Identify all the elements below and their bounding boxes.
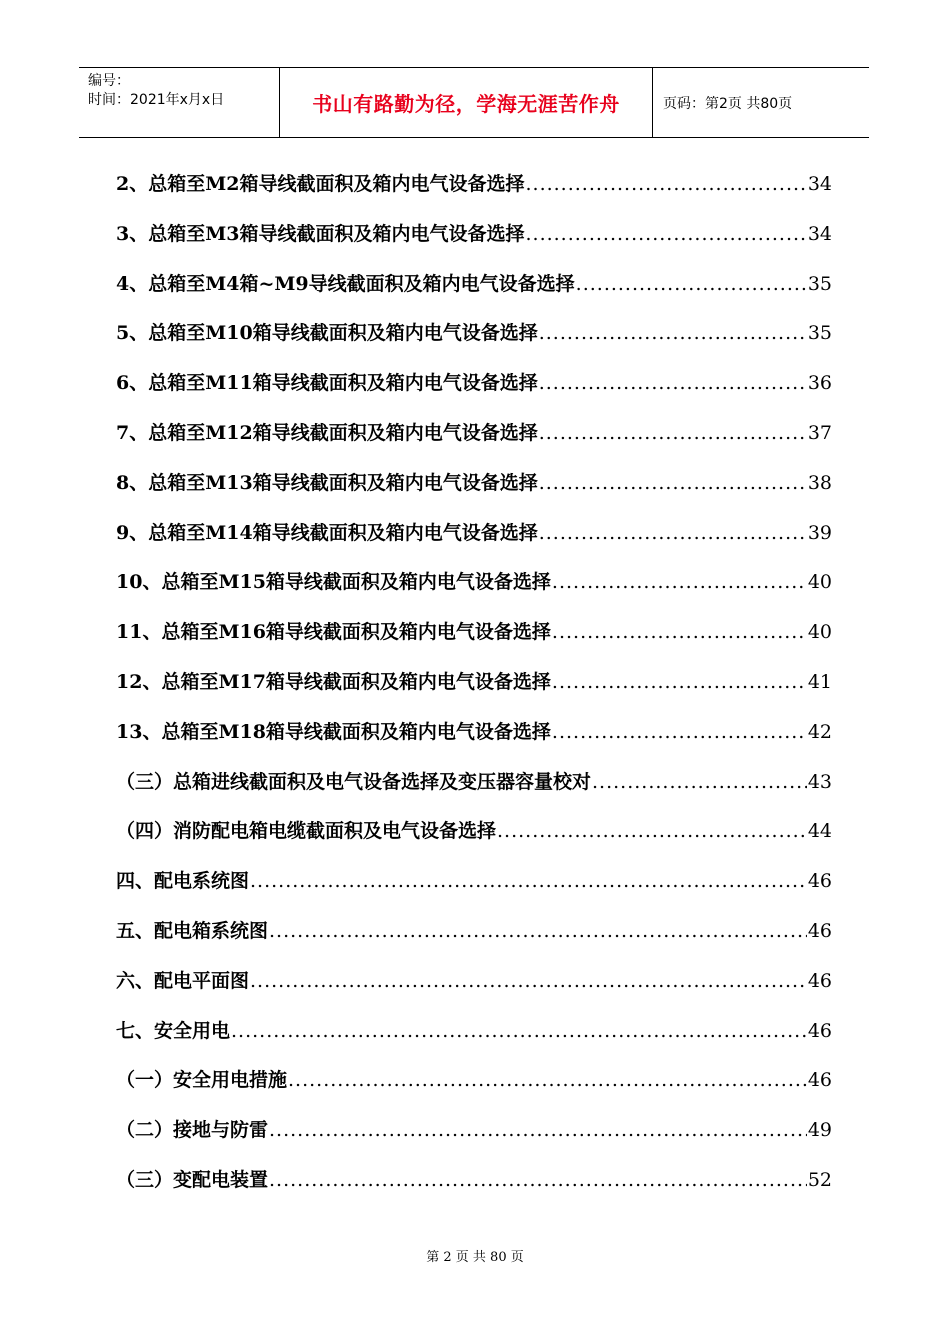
toc-entry-page: 43: [807, 770, 832, 793]
table-of-contents: [116, 166, 832, 1212]
toc-leader: [539, 365, 807, 401]
toc-entry[interactable]: [116, 764, 832, 814]
toc-entry[interactable]: [116, 714, 832, 764]
toc-leader: [525, 216, 806, 252]
toc-leader: [539, 415, 807, 451]
toc-leader: [269, 913, 807, 949]
toc-entry-page: 39: [807, 521, 832, 544]
toc-entry-page: 34: [807, 173, 832, 195]
time-label: 时间：2021年x月x日: [88, 92, 225, 108]
toc-leader: [539, 515, 807, 551]
serial-label: 编号：: [88, 73, 130, 89]
toc-entry[interactable]: [116, 266, 832, 316]
toc-entry-title: 8、总箱至M13箱导线截面积及箱内电气设备选择: [116, 471, 538, 494]
toc-leader: [552, 614, 807, 650]
toc-leader: [525, 166, 806, 202]
toc-entry[interactable]: [116, 365, 832, 415]
toc-entry[interactable]: [116, 1062, 832, 1112]
toc-entry-page: 49: [807, 1119, 832, 1142]
toc-entry-title: 5、总箱至M10箱导线截面积及箱内电气设备选择: [116, 322, 538, 345]
toc-entry[interactable]: [116, 1112, 832, 1162]
toc-entry-page: 40: [807, 621, 832, 644]
header-meta: [79, 68, 280, 137]
toc-entry-page: 35: [807, 322, 832, 345]
toc-entry-page: 42: [807, 720, 832, 743]
toc-entry[interactable]: [116, 863, 832, 913]
toc-entry-page: 46: [807, 870, 832, 893]
toc-leader: [592, 764, 807, 800]
toc-leader: [539, 315, 807, 351]
toc-entry[interactable]: [116, 614, 832, 664]
toc-entry-title: 四、配电系统图: [116, 870, 250, 893]
toc-entry[interactable]: [116, 913, 832, 963]
toc-entry-page: 34: [807, 222, 832, 245]
toc-entry-title: 3、总箱至M3箱导线截面积及箱内电气设备选择: [116, 222, 525, 245]
header-page-info: 页码：第2页 共80页: [663, 95, 793, 112]
toc-entry-title: 11、总箱至M16箱导线截面积及箱内电气设备选择: [116, 621, 551, 644]
toc-entry-page: 52: [807, 1168, 832, 1191]
toc-leader: [552, 714, 807, 750]
toc-entry-title: 10、总箱至M15箱导线截面积及箱内电气设备选择: [116, 571, 551, 594]
toc-leader: [552, 664, 807, 700]
toc-entry[interactable]: [116, 1162, 832, 1212]
toc-leader: [250, 963, 807, 999]
toc-entry-title: （三）总箱进线截面积及电气设备选择及变压器容量校对: [116, 770, 592, 793]
toc-entry[interactable]: [116, 515, 832, 565]
toc-leader: [539, 465, 807, 501]
toc-entry-title: 13、总箱至M18箱导线截面积及箱内电气设备选择: [116, 720, 551, 743]
toc-entry[interactable]: [116, 664, 832, 714]
toc-entry-page: 40: [807, 571, 832, 594]
toc-entry[interactable]: [116, 813, 832, 863]
toc-entry-page: 46: [807, 1019, 832, 1042]
toc-leader: [288, 1062, 807, 1098]
toc-entry-page: 41: [807, 670, 832, 693]
toc-leader: [269, 1162, 807, 1198]
toc-entry-page: 46: [807, 969, 832, 992]
toc-entry-title: 4、总箱至M4箱~M9导线截面积及箱内电气设备选择: [116, 272, 575, 295]
toc-entry-title: 六、配电平面图: [116, 969, 250, 992]
toc-leader: [231, 1013, 807, 1049]
toc-leader: [269, 1112, 807, 1148]
toc-entry[interactable]: [116, 166, 832, 216]
toc-entry-title: 9、总箱至M14箱导线截面积及箱内电气设备选择: [116, 521, 538, 544]
toc-entry-title: 七、安全用电: [116, 1019, 231, 1042]
toc-entry-title: （二）接地与防雷: [116, 1119, 269, 1142]
toc-leader: [552, 564, 807, 600]
toc-entry-page: 35: [807, 272, 832, 295]
toc-entry-title: （四）消防配电箱电缆截面积及电气设备选择: [116, 820, 497, 843]
toc-entry-title: （一）安全用电措施: [116, 1069, 288, 1092]
toc-entry-title: 7、总箱至M12箱导线截面积及箱内电气设备选择: [116, 421, 538, 444]
toc-entry-title: 6、总箱至M11箱导线截面积及箱内电气设备选择: [116, 372, 538, 395]
toc-entry[interactable]: [116, 1013, 832, 1063]
toc-entry-page: 46: [807, 919, 832, 942]
toc-entry[interactable]: [116, 465, 832, 515]
toc-entry-title: 五、配电箱系统图: [116, 919, 269, 942]
header-motto: 书山有路勤为径，学海无涯苦作舟: [312, 92, 620, 116]
header-motto-cell: [280, 68, 653, 137]
toc-entry[interactable]: [116, 564, 832, 614]
toc-entry[interactable]: [116, 963, 832, 1013]
toc-leader: [576, 266, 807, 302]
toc-entry-title: （三）变配电装置: [116, 1168, 269, 1191]
page-header: [79, 67, 869, 138]
toc-leader: [497, 813, 807, 849]
toc-entry[interactable]: [116, 415, 832, 465]
toc-entry-page: 46: [807, 1069, 832, 1092]
toc-entry-title: 2、总箱至M2箱导线截面积及箱内电气设备选择: [116, 173, 525, 195]
toc-leader: [250, 863, 807, 899]
toc-entry-page: 36: [807, 372, 832, 395]
toc-entry-page: 38: [807, 471, 832, 494]
page-footer: 第 2 页 共 80 页: [426, 1250, 524, 1265]
toc-entry-page: 44: [807, 820, 832, 843]
toc-entry-title: 12、总箱至M17箱导线截面积及箱内电气设备选择: [116, 670, 551, 693]
toc-entry[interactable]: [116, 315, 832, 365]
toc-entry[interactable]: [116, 216, 832, 266]
toc-entry-page: 37: [807, 421, 832, 444]
